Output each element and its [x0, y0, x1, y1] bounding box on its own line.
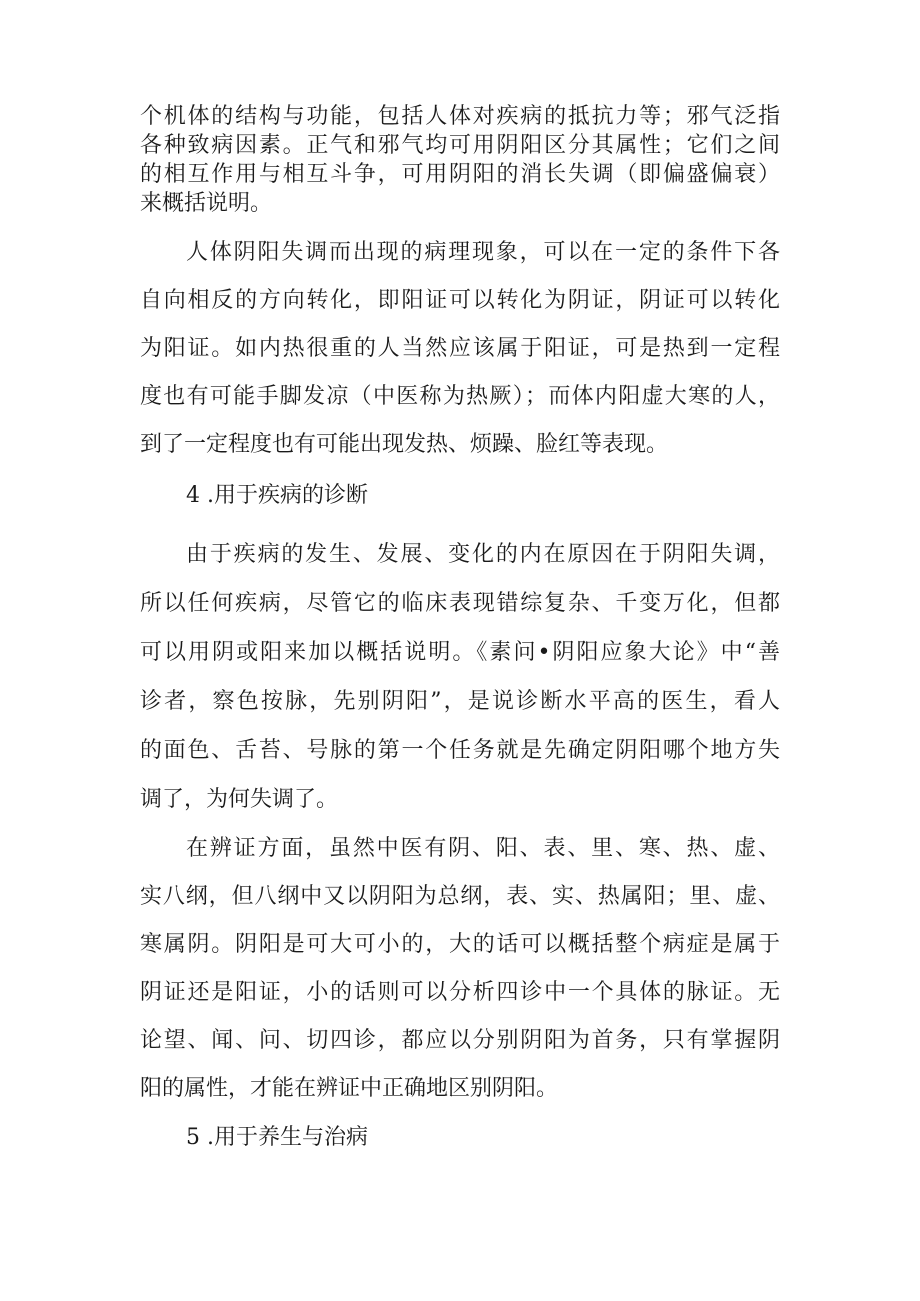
paragraph-4-line-1: 在辨证方面，虽然中医有阴、阳、表、里、寒、热、虚、: [186, 836, 780, 861]
paragraph-2-line-3: 为阳证。如内热很重的人当然应该属于阳证，可是热到一定程: [140, 336, 780, 361]
paragraph-2-line-4: 度也有可能手脚发凉（中医称为热厥）；而体内阳虚大寒的人，: [140, 384, 780, 409]
paragraph-3-line-1: 由于疾病的发生、发展、变化的内在原因在于阴阳失调，: [186, 542, 780, 567]
paragraph-3-line-2: 所以任何疾病，尽管它的临床表现错综复杂、千变万化，但都: [140, 591, 780, 616]
paragraph-4-line-3: 寒属阴。阴阳是可大可小的，大的话可以概括整个病症是属于: [140, 932, 780, 957]
paragraph-2-line-2: 自向相反的方向转化，即阳证可以转化为阴证，阴证可以转化: [140, 288, 780, 313]
paragraph-2-line-5: 到了一定程度也有可能出现发热、烦躁、脸红等表现。: [140, 432, 669, 457]
section-heading-5: 5 .用于养生与治病: [186, 1125, 368, 1150]
paragraph-4-line-2: 实八纲，但八纲中又以阴阳为总纲，表、实、热属阳；里、虚、: [140, 884, 780, 909]
paragraph-3-line-6: 调了，为何失调了。: [140, 787, 339, 812]
paragraph-1-line-3: 的相互作用与相互斗争，可用阴阳的消长失调（即偏盛偏衰）: [140, 162, 780, 187]
paragraph-3-line-3: 可以用阴或阳来加以概括说明。《素问•阴阳应象大论》中“善: [140, 640, 780, 665]
paragraph-4-line-6: 阳的属性，才能在辨证中正确地区别阴阳。: [140, 1076, 559, 1101]
paragraph-3-line-4: 诊者，察色按脉，先别阴阳”，是说诊断水平高的医生，看人: [140, 689, 780, 714]
paragraph-4-line-4: 阴证还是阳证，小的话则可以分析四诊中一个具体的脉证。无: [140, 980, 780, 1005]
paragraph-1-line-2: 各种致病因素。正气和邪气均可用阴阳区分其属性；它们之间: [140, 133, 780, 158]
paragraph-1-line-1: 个机体的结构与功能，包括人体对疾病的抵抗力等；邪气泛指: [140, 104, 780, 129]
paragraph-1-line-4: 来概括说明。: [140, 191, 273, 216]
section-heading-4: 4 .用于疾病的诊断: [186, 483, 368, 508]
paragraph-3-line-5: 的面色、舌苔、号脉的第一个任务就是先确定阴阳哪个地方失: [140, 738, 780, 763]
paragraph-2-line-1: 人体阴阳失调而出现的病理现象，可以在一定的条件下各: [186, 240, 780, 265]
paragraph-4-line-5: 论望、闻、问、切四诊，都应以分别阴阳为首务，只有掌握阴: [140, 1028, 780, 1053]
